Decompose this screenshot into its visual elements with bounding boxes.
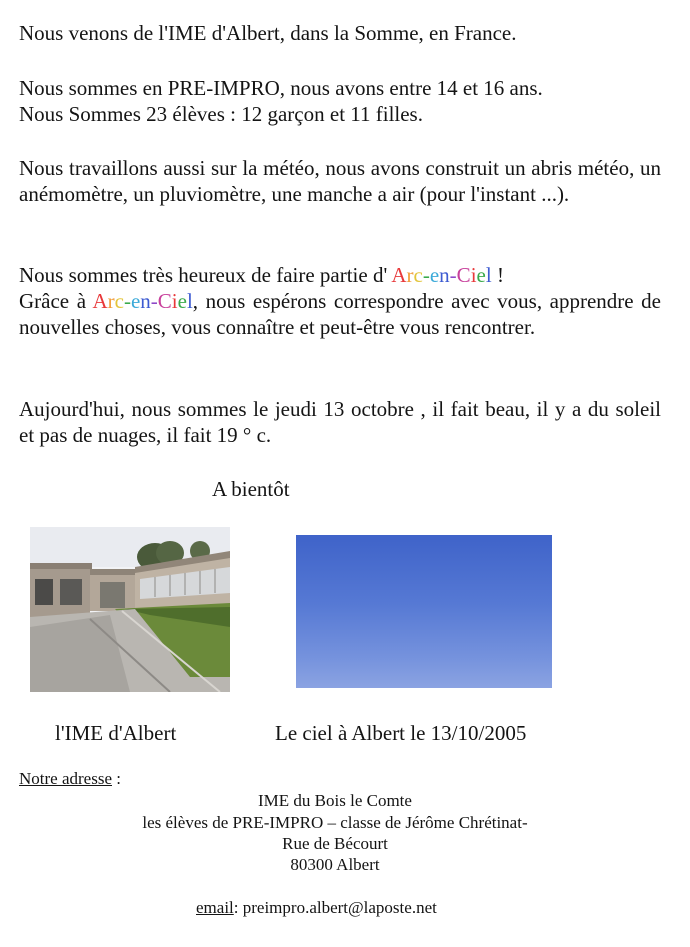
wordmark-letter: l xyxy=(186,289,193,313)
wordmark-letter: A xyxy=(92,289,108,313)
wordmark-letter: - xyxy=(449,263,457,287)
rainbow-text-block xyxy=(19,288,661,340)
wordmark-letter: l xyxy=(485,263,492,287)
wordmark-letter: r xyxy=(406,263,414,287)
wordmark-letter: - xyxy=(123,289,131,313)
wordmark-letter: e xyxy=(476,263,486,287)
address-line-3: Rue de Bécourt xyxy=(282,834,388,853)
wordmark-letter: - xyxy=(422,263,430,287)
rainbow-paragraph xyxy=(19,262,661,340)
rainbow-line2-after: , nous espérons correspondre avec vous, apprendre de nouvelles choses, vous connaître et peut-être vous rencontrer. xyxy=(19,289,661,339)
rainbow-line1 xyxy=(19,262,661,288)
ime-photo-caption: l'IME d'Albert xyxy=(55,721,177,745)
wordmark-letter: e xyxy=(177,289,187,313)
wordmark-letter: C xyxy=(157,289,172,313)
sky-photo-caption: Le ciel à Albert le 13/10/2005 xyxy=(275,721,527,745)
address-label-text: Notre adresse xyxy=(19,769,112,788)
email-line xyxy=(196,897,437,918)
closing-text: A bientôt xyxy=(212,477,290,501)
wordmark-letter: e xyxy=(429,263,440,287)
class-text-line2: Nous Sommes 23 élèves : 12 garçon et 11 filles. xyxy=(19,102,423,126)
address-line-1: IME du Bois le Comte xyxy=(258,791,412,810)
address-line-2: les élèves de PRE-IMPRO – classe de Jérôme Chrétinat- xyxy=(142,813,528,832)
rainbow-line1-before: Nous sommes très heureux de faire partie d' xyxy=(19,263,392,287)
arc-en-ciel-wordmark xyxy=(92,289,192,313)
sky-photo xyxy=(296,535,552,688)
address-label-suffix: : xyxy=(112,769,121,788)
weather-paragraph: Nous travaillons aussi sur la météo, nous avons construit un abris météo, un anémomètre, un pluviomètre, une manche a air (pour l'instant ...). xyxy=(19,156,661,206)
wordmark-letter: r xyxy=(107,289,115,313)
class-paragraph xyxy=(19,75,661,127)
wordmark-letter: A xyxy=(391,263,407,287)
arc-en-ciel-wordmark xyxy=(391,263,491,287)
today-paragraph: Aujourd'hui, nous sommes le jeudi 13 octobre , il fait beau, il y a du soleil et pas de nuages, il fait 19 ° c. xyxy=(19,397,661,447)
email-separator: : xyxy=(233,898,243,917)
wordmark-letter: n xyxy=(439,263,450,287)
address-line-4: 80300 Albert xyxy=(290,855,380,874)
ime-building-photo xyxy=(30,527,230,692)
email-label: email xyxy=(196,898,234,917)
wordmark-letter: n xyxy=(140,289,151,313)
intro-paragraph xyxy=(19,20,661,46)
wordmark-letter: e xyxy=(130,289,141,313)
wordmark-letter: - xyxy=(150,289,158,313)
wordmark-letter: c xyxy=(413,263,423,287)
wordmark-letter: i xyxy=(470,263,477,287)
intro-text: Nous venons de l'IME d'Albert, dans la Somme, en France. xyxy=(19,21,517,45)
address-label xyxy=(19,768,121,789)
wordmark-letter: c xyxy=(114,289,124,313)
rainbow-line2-before: Grâce à xyxy=(19,289,93,313)
rainbow-line1-after: ! xyxy=(491,263,504,287)
wordmark-letter: i xyxy=(171,289,178,313)
email-address[interactable]: preimpro.albert@laposte.net xyxy=(242,898,437,917)
wordmark-letter: C xyxy=(456,263,471,287)
class-text-line1: Nous sommes en PRE-IMPRO, nous avons entre 14 et 16 ans. xyxy=(19,76,543,100)
